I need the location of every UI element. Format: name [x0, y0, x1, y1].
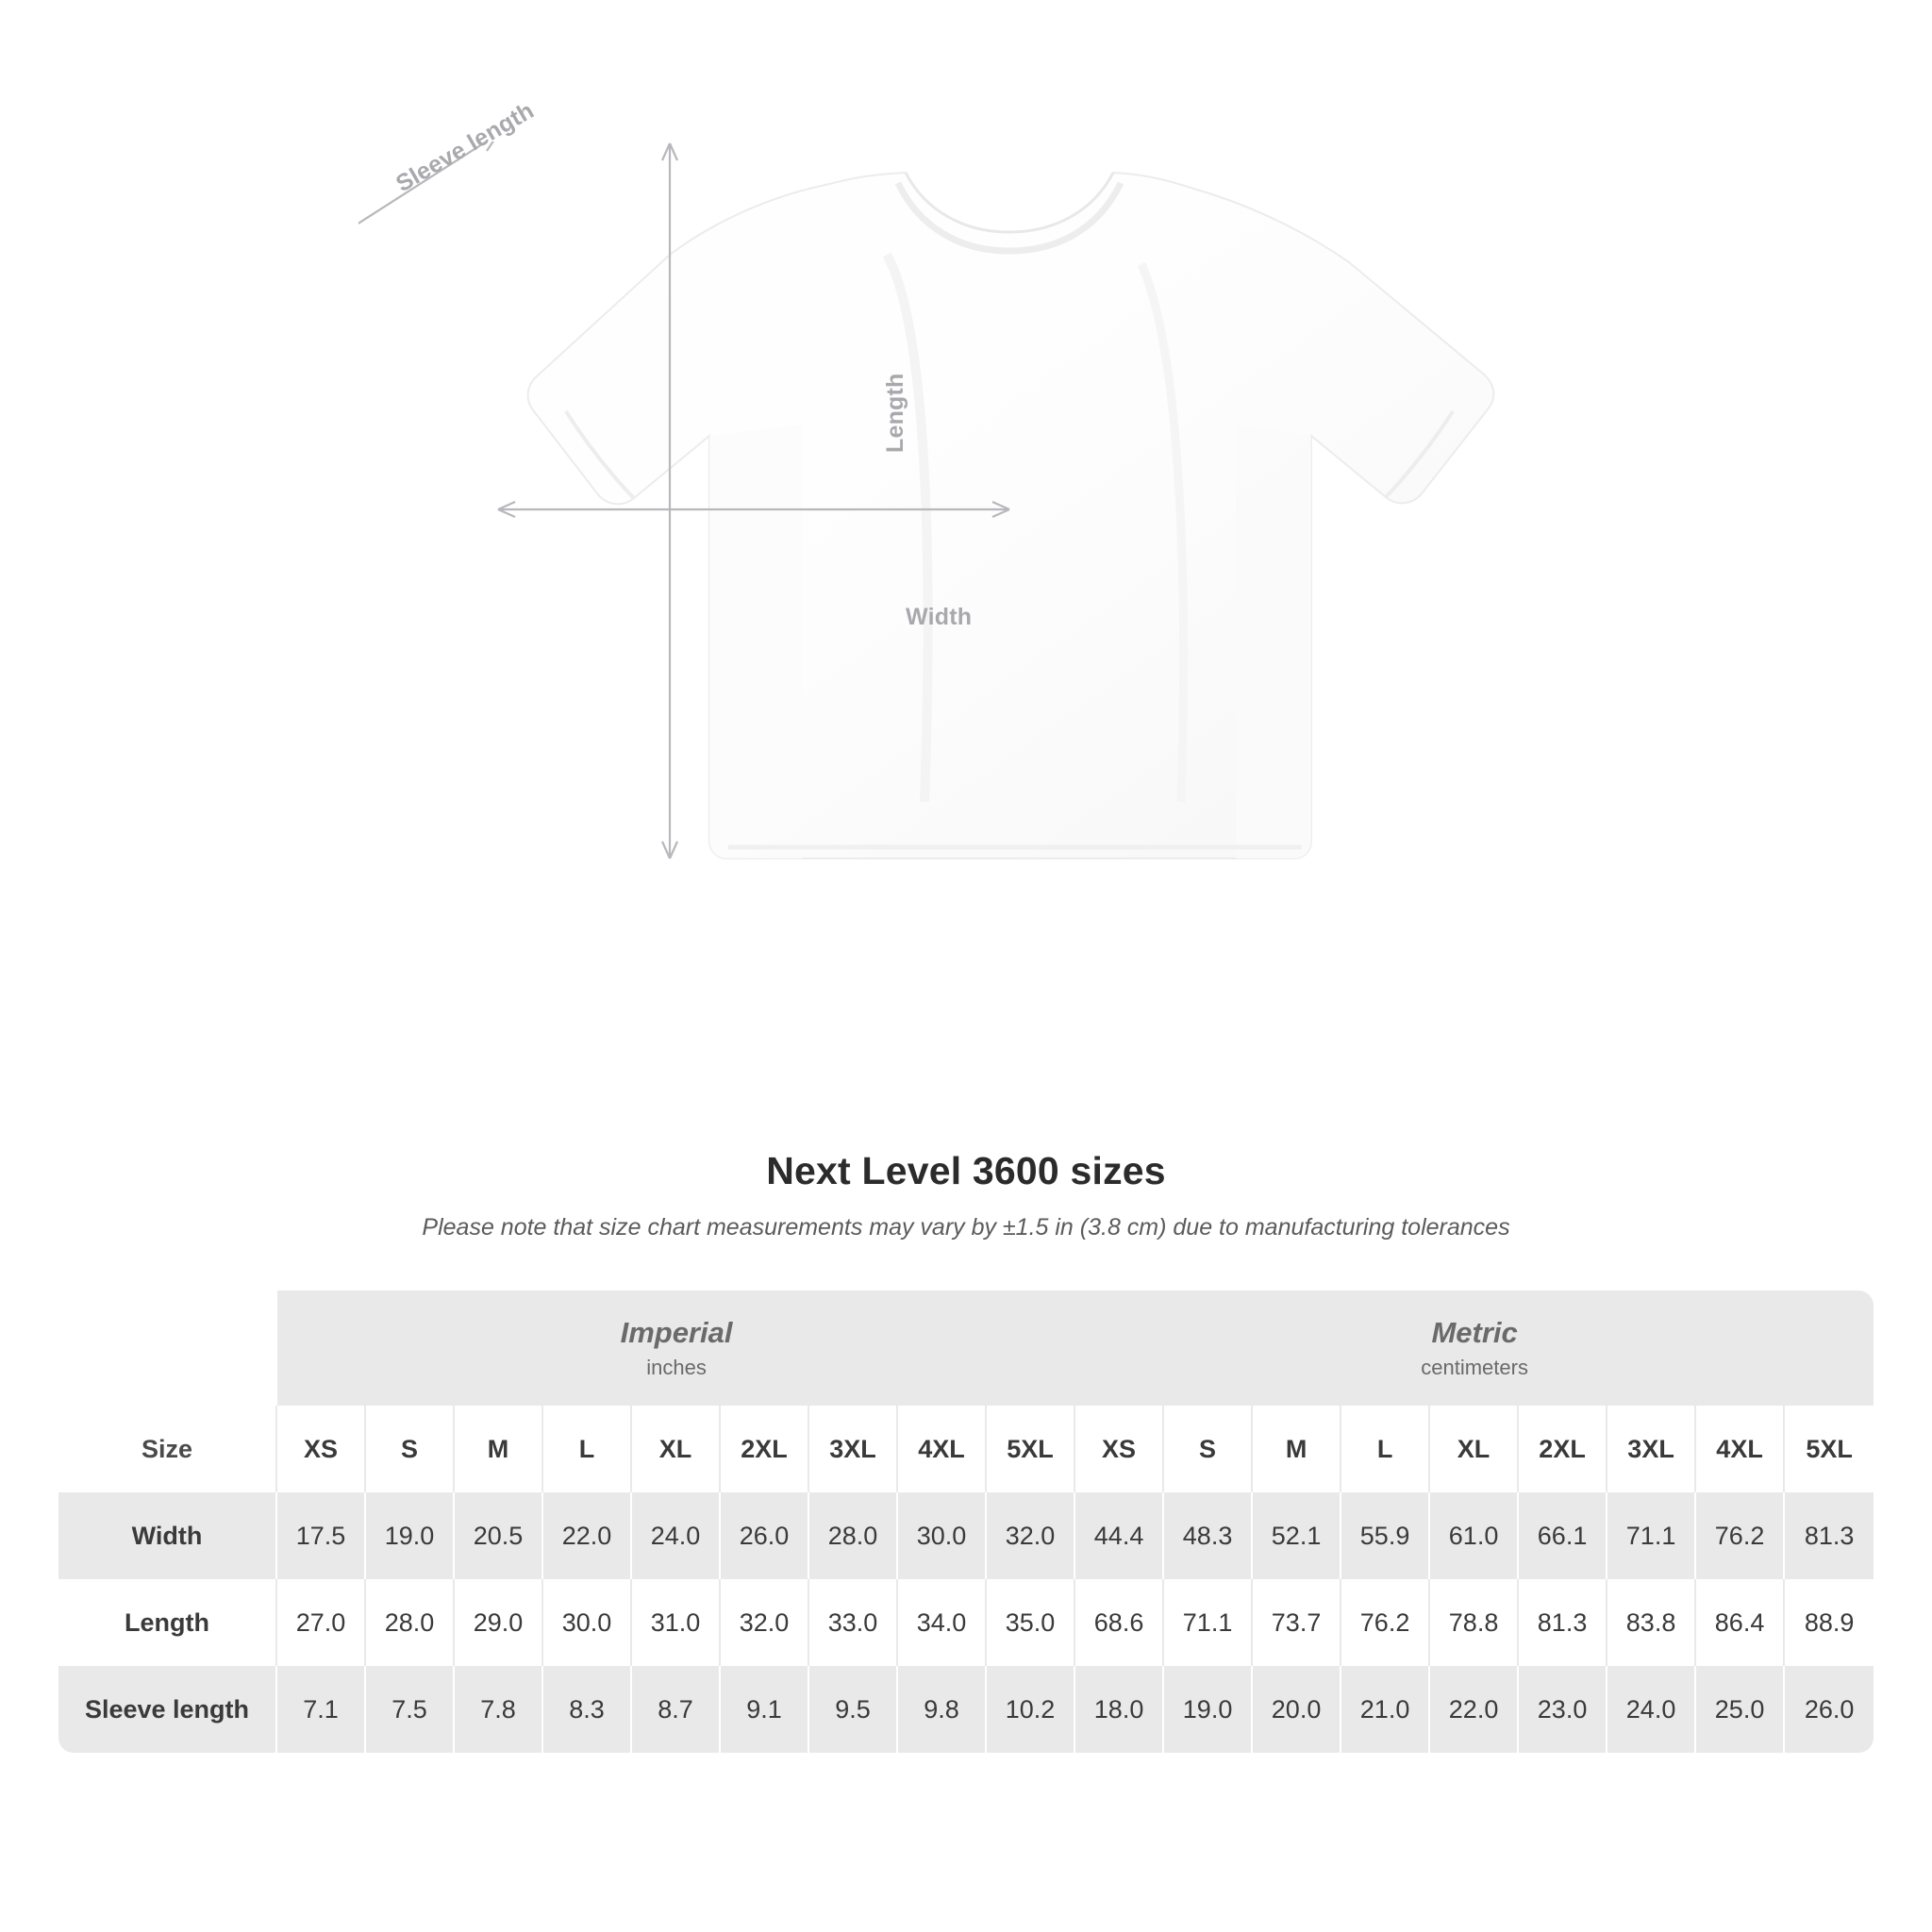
cell-sleeve-1: 7.5 [366, 1666, 455, 1753]
cell-length-9: 68.6 [1075, 1579, 1164, 1666]
cell-width-0: 17.5 [277, 1492, 366, 1579]
cell-width-3: 22.0 [543, 1492, 632, 1579]
page-title: Next Level 3600 sizes [766, 1149, 1166, 1192]
cell-length-7: 34.0 [898, 1579, 987, 1666]
size-col-xl-imperial: XL [632, 1406, 721, 1492]
unit-sub-imperial: inches [646, 1356, 707, 1379]
size-col-4xl-imperial: 4XL [898, 1406, 987, 1492]
cell-width-14: 66.1 [1519, 1492, 1607, 1579]
size-col-3xl-imperial: 3XL [809, 1406, 898, 1492]
cell-length-10: 71.1 [1164, 1579, 1253, 1666]
cell-length-15: 83.8 [1607, 1579, 1696, 1666]
size-col-5xl-imperial: 5XL [987, 1406, 1075, 1492]
title-block [0, 1149, 1932, 1241]
size-col-s-imperial: S [366, 1406, 455, 1492]
cell-width-16: 76.2 [1696, 1492, 1785, 1579]
table-row-width [58, 1492, 1874, 1579]
cell-length-5: 32.0 [721, 1579, 809, 1666]
cell-length-6: 33.0 [809, 1579, 898, 1666]
size-col-s-metric: S [1164, 1406, 1253, 1492]
cell-sleeve-16: 25.0 [1696, 1666, 1785, 1753]
size-header-row [58, 1406, 1874, 1492]
cell-sleeve-13: 22.0 [1430, 1666, 1519, 1753]
unit-header-row [58, 1291, 1874, 1406]
size-col-4xl-metric: 4XL [1696, 1406, 1785, 1492]
cell-width-1: 19.0 [366, 1492, 455, 1579]
cell-width-11: 52.1 [1253, 1492, 1341, 1579]
cell-width-17: 81.3 [1785, 1492, 1874, 1579]
annotation-width: Width [906, 604, 973, 630]
cell-width-13: 61.0 [1430, 1492, 1519, 1579]
cell-length-1: 28.0 [366, 1579, 455, 1666]
unit-name-metric: Metric [1431, 1316, 1518, 1349]
cell-sleeve-10: 19.0 [1164, 1666, 1253, 1753]
size-col-l-metric: L [1341, 1406, 1430, 1492]
cell-width-7: 30.0 [898, 1492, 987, 1579]
annotation-length: Length [882, 373, 908, 453]
cell-length-4: 31.0 [632, 1579, 721, 1666]
size-col-2xl-imperial: 2XL [721, 1406, 809, 1492]
size-col-xl-metric: XL [1430, 1406, 1519, 1492]
cell-width-15: 71.1 [1607, 1492, 1696, 1579]
size-table [58, 1291, 1874, 1753]
row-label-sleeve-length: Sleeve length [58, 1666, 277, 1753]
size-table-container [58, 1291, 1874, 1753]
size-col-3xl-metric: 3XL [1607, 1406, 1696, 1492]
cell-length-14: 81.3 [1519, 1579, 1607, 1666]
cell-sleeve-7: 9.8 [898, 1666, 987, 1753]
cell-sleeve-17: 26.0 [1785, 1666, 1874, 1753]
cell-sleeve-15: 24.0 [1607, 1666, 1696, 1753]
cell-length-0: 27.0 [277, 1579, 366, 1666]
size-col-m-metric: M [1253, 1406, 1341, 1492]
cell-sleeve-12: 21.0 [1341, 1666, 1430, 1753]
size-col-2xl-metric: 2XL [1519, 1406, 1607, 1492]
size-col-5xl-metric: 5XL [1785, 1406, 1874, 1492]
cell-length-13: 78.8 [1430, 1579, 1519, 1666]
header-size-label: Size [58, 1406, 277, 1492]
cell-length-2: 29.0 [455, 1579, 543, 1666]
tshirt-icon [358, 142, 1547, 1132]
size-col-l-imperial: L [543, 1406, 632, 1492]
table-row-length [58, 1579, 1874, 1666]
cell-length-11: 73.7 [1253, 1579, 1341, 1666]
cell-length-16: 86.4 [1696, 1579, 1785, 1666]
cell-length-3: 30.0 [543, 1579, 632, 1666]
unit-header-blank [58, 1291, 277, 1406]
cell-sleeve-11: 20.0 [1253, 1666, 1341, 1753]
cell-sleeve-5: 9.1 [721, 1666, 809, 1753]
size-col-xs-imperial: XS [277, 1406, 366, 1492]
cell-sleeve-8: 10.2 [987, 1666, 1075, 1753]
row-label-width: Width [58, 1492, 277, 1579]
cell-width-9: 44.4 [1075, 1492, 1164, 1579]
unit-sub-metric: centimeters [1421, 1356, 1528, 1379]
annotation-sleeve-length: Sleeve length [391, 97, 539, 198]
cell-length-12: 76.2 [1341, 1579, 1430, 1666]
table-row-sleeve-length [58, 1666, 1874, 1753]
cell-width-8: 32.0 [987, 1492, 1075, 1579]
cell-width-6: 28.0 [809, 1492, 898, 1579]
cell-sleeve-4: 8.7 [632, 1666, 721, 1753]
unit-header-imperial [277, 1291, 1075, 1406]
cell-width-12: 55.9 [1341, 1492, 1430, 1579]
cell-sleeve-9: 18.0 [1075, 1666, 1164, 1753]
cell-sleeve-3: 8.3 [543, 1666, 632, 1753]
cell-width-2: 20.5 [455, 1492, 543, 1579]
size-col-m-imperial: M [455, 1406, 543, 1492]
cell-sleeve-14: 23.0 [1519, 1666, 1607, 1753]
unit-header-metric [1075, 1291, 1874, 1406]
row-label-length: Length [58, 1579, 277, 1666]
cell-width-4: 24.0 [632, 1492, 721, 1579]
cell-length-17: 88.9 [1785, 1579, 1874, 1666]
unit-name-imperial: Imperial [620, 1316, 733, 1349]
cell-sleeve-0: 7.1 [277, 1666, 366, 1753]
cell-width-10: 48.3 [1164, 1492, 1253, 1579]
cell-width-5: 26.0 [721, 1492, 809, 1579]
cell-sleeve-6: 9.5 [809, 1666, 898, 1753]
cell-length-8: 35.0 [987, 1579, 1075, 1666]
tolerance-note: Please note that size chart measurements may vary by ±1.5 in (3.8 cm) due to manufacturing tolerances [422, 1214, 1510, 1241]
size-col-xs-metric: XS [1075, 1406, 1164, 1492]
cell-sleeve-2: 7.8 [455, 1666, 543, 1753]
